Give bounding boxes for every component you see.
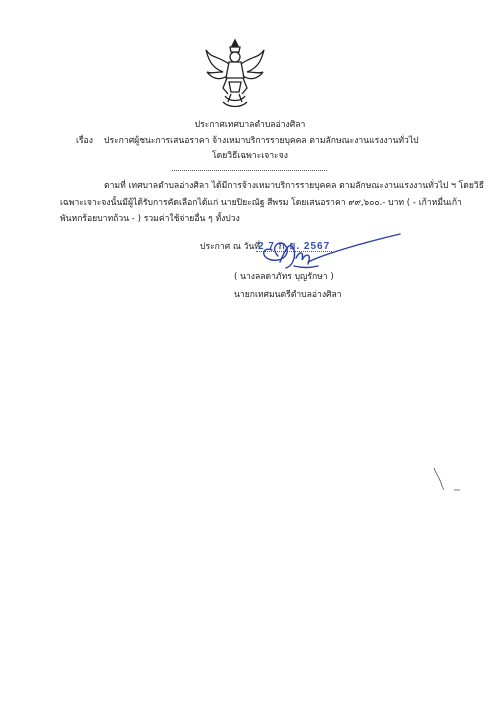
body-line-2: เฉพาะเจาะจงนั้นมีผู้ได้รับการคัดเลือกได้แก่ นายปิยะณัฐ สีพรม โดยเสนอราคา ๙๙,๖๐๐.- บาท ( - เก้าหมื่นเก้า: [60, 198, 462, 208]
body-line-3: พันหกร้อยบาทถ้วน - ) รวมค่าใช้จ่ายอื่น ๆ ทั้งปวง: [60, 214, 240, 224]
subject-line-2: โดยวิธีเฉพาะเจาะจง: [212, 151, 288, 161]
body-line-1: ตามที่ เทศบาลตำบลอ่างศิลา ได้มีการจ้างเหมาบริการรายบุคคล ตามลักษณะงานแรงงานทั่วไป ฯ โดยวิธี: [104, 181, 484, 191]
subject-label: เรื่อง: [76, 136, 93, 146]
date-stamp: 2 7 ก.ย. 2567: [258, 241, 331, 252]
separator-rule: [172, 170, 327, 171]
dated-label: ประกาศ ณ วันที่: [200, 242, 260, 252]
garuda-emblem-icon: [203, 38, 267, 110]
subject-line-1: ประกาศผู้ชนะการเสนอราคา จ้างเหมาบริการรายบุคคล ตามลักษณะงานแรงงานทั่วไป: [104, 136, 419, 146]
stray-pen-mark: [430, 464, 466, 494]
signer-position: นายกเทศมนตรีตำบลอ่างศิลา: [234, 290, 342, 300]
announcement-title: ประกาศเทศบาลตำบลอ่างศิลา: [194, 120, 306, 130]
signer-name: ( นางลลดาภัทร บุญรักษา ): [234, 272, 334, 282]
